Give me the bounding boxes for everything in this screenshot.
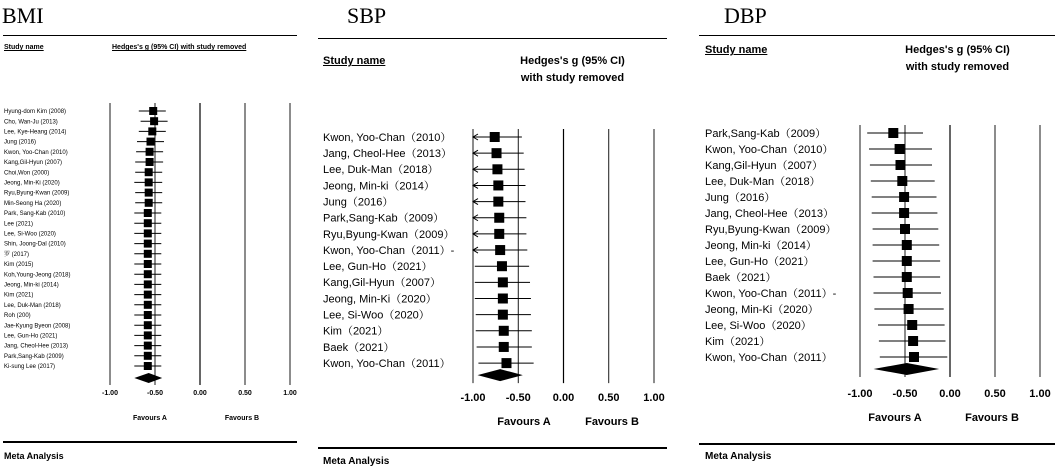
- sbp-point-estimate: [498, 277, 508, 287]
- sbp-study-label: Kwon, Yoo-Chan（2011）-: [323, 244, 455, 257]
- dbp-study-label: Jeong, Min-ki（2014）: [705, 239, 817, 252]
- bmi-study-label: Shin, Joong-Dal (2010): [4, 241, 66, 248]
- sbp-point-estimate: [494, 213, 504, 223]
- bmi-study-label: Lee, Si-Woo (2020): [4, 231, 56, 238]
- bmi-study-label: Kim (2021): [4, 292, 34, 299]
- dbp-point-estimate: [902, 272, 912, 282]
- sbp-tick-label: -0.50: [505, 392, 531, 404]
- sbp-study-name-header: Study name: [323, 55, 386, 67]
- bmi-study-label: Kwon, Yoo-Chan (2010): [4, 149, 68, 156]
- bmi-study-label: Min-Seong Ha (2020): [4, 200, 62, 207]
- bmi-study-label: Jeong, Min-ki (2014): [4, 282, 59, 289]
- bmi-point-estimate: [145, 168, 153, 176]
- dbp-summary-diamond: [874, 363, 940, 375]
- sbp-study-label: Kang,Gil-Hyun（2007）: [323, 277, 442, 290]
- bmi-tick-label: -0.50: [147, 390, 163, 397]
- sbp-study-label: Jung（2016）: [323, 196, 394, 209]
- bmi-study-label: Kim (2015): [4, 262, 34, 269]
- dbp-stat-header-line1: Hedges's g (95% CI): [905, 44, 1010, 56]
- dbp-study-label: Park,Sang-Kab（2009）: [705, 127, 827, 140]
- dbp-point-estimate: [895, 144, 905, 154]
- sbp-point-estimate: [499, 342, 509, 352]
- dbp-tick-label: 0.00: [939, 388, 961, 400]
- bmi-point-estimate: [144, 321, 152, 329]
- dbp-point-estimate: [899, 208, 909, 218]
- bmi-study-label: Lee, Kye-Heang (2014): [4, 129, 67, 136]
- bmi-study-label: Park, Sang-Kab (2010): [4, 211, 66, 218]
- sbp-study-label: Lee, Si-Woo（2020）: [323, 309, 430, 322]
- bmi-point-estimate: [150, 117, 158, 125]
- dbp-study-label: Baek（2021）: [705, 271, 777, 284]
- dbp-study-label: Ryu,Byung-Kwan（2009）: [705, 223, 837, 236]
- dbp-point-estimate: [904, 304, 914, 314]
- sbp-point-estimate: [495, 245, 505, 255]
- bmi-study-label: Ki-sung Lee (2017): [4, 364, 56, 371]
- dbp-footer-rule: [699, 443, 1055, 445]
- bmi-study-label: Choi,Won (2000): [4, 170, 50, 177]
- bmi-point-estimate: [145, 189, 153, 197]
- sbp-footer-rule: [318, 447, 667, 449]
- sbp-study-label: Lee, Duk-Man（2018）: [323, 164, 439, 177]
- bmi-study-label: Koh,Young-Jeong (2018): [4, 272, 71, 279]
- dbp-study-label: Jeong, Min-Ki（2020）: [705, 303, 819, 316]
- bmi-point-estimate: [148, 127, 156, 135]
- sbp-point-estimate: [494, 229, 504, 239]
- dbp-study-label: Kang,Gil-Hyun（2007）: [705, 159, 824, 172]
- dbp-point-estimate: [897, 176, 907, 186]
- dbp-tick-label: 0.50: [984, 388, 1006, 400]
- bmi-point-estimate: [144, 280, 152, 288]
- dbp-study-label: Kwon, Yoo-Chan（2011）-: [705, 287, 837, 300]
- bmi-point-estimate: [146, 148, 154, 156]
- sbp-meta-analysis-label: Meta Analysis: [323, 456, 390, 467]
- bmi-point-estimate: [146, 158, 154, 166]
- dbp-point-estimate: [899, 192, 909, 202]
- dbp-study-name-header: Study name: [705, 44, 768, 56]
- dbp-point-estimate: [902, 256, 912, 266]
- dbp-panel-title: DBP: [724, 3, 767, 28]
- sbp-study-label: Kim（2021）: [323, 325, 389, 338]
- bmi-study-name-header: Study name: [4, 44, 44, 51]
- dbp-point-estimate: [900, 224, 910, 234]
- dbp-study-label: Kwon, Yoo-Chan（2010）: [705, 143, 834, 156]
- sbp-point-estimate: [499, 326, 509, 336]
- sbp-study-label: Jeong, Min-Ki（2020）: [323, 293, 437, 306]
- bmi-panel-title: BMI: [2, 3, 44, 28]
- bmi-study-label: Hyung-dom Kim (2008): [4, 109, 67, 116]
- sbp-tick-label: 0.00: [552, 392, 575, 404]
- dbp-point-estimate: [907, 320, 917, 330]
- dbp-favours-b-label: Favours B: [965, 412, 1019, 424]
- bmi-study-label: 罗 (2017): [4, 251, 30, 258]
- bmi-point-estimate: [144, 352, 152, 360]
- sbp-point-estimate: [493, 180, 503, 190]
- bmi-favours-a-label: Favours A: [133, 415, 167, 422]
- bmi-study-label: Park,Sang-Kab (2009): [4, 353, 64, 360]
- bmi-tick-label: -1.00: [102, 390, 118, 397]
- bmi-study-label: Lee, Duk-Man (2018): [4, 302, 61, 309]
- sbp-point-estimate: [498, 310, 508, 320]
- bmi-point-estimate: [144, 260, 152, 268]
- bmi-point-estimate: [144, 362, 152, 370]
- sbp-tick-label: -1.00: [460, 392, 486, 404]
- sbp-favours-b-label: Favours B: [585, 416, 639, 428]
- bmi-point-estimate: [144, 342, 152, 350]
- sbp-point-estimate: [498, 294, 508, 304]
- bmi-study-label: Lee (2021): [4, 221, 34, 228]
- bmi-point-estimate: [144, 291, 152, 299]
- sbp-study-label: Lee, Gun-Ho（2021）: [323, 261, 433, 274]
- sbp-point-estimate: [501, 358, 511, 368]
- dbp-favours-a-label: Favours A: [868, 412, 922, 424]
- bmi-point-estimate: [144, 311, 152, 319]
- sbp-forest-plot: [315, 0, 675, 445]
- bmi-study-label: Jae-Kyung Byeon (2008): [4, 323, 71, 330]
- sbp-tick-label: 1.00: [643, 392, 665, 404]
- dbp-study-label: Kim（2021）: [705, 335, 771, 348]
- sbp-study-label: Jeong, Min-ki（2014）: [323, 180, 435, 193]
- bmi-point-estimate: [144, 331, 152, 339]
- bmi-point-estimate: [147, 138, 155, 146]
- bmi-forest-plot: [0, 0, 300, 420]
- sbp-point-estimate: [493, 197, 503, 207]
- bmi-point-estimate: [144, 301, 152, 309]
- sbp-favours-a-label: Favours A: [497, 416, 551, 428]
- dbp-meta-analysis-label: Meta Analysis: [705, 451, 772, 462]
- dbp-tick-label: -0.50: [892, 388, 918, 400]
- sbp-study-label: Baek（2021）: [323, 341, 395, 354]
- sbp-tick-label: 0.50: [598, 392, 620, 404]
- bmi-point-estimate: [144, 240, 152, 248]
- dbp-tick-label: 1.00: [1029, 388, 1051, 400]
- dbp-tick-label: -1.00: [847, 388, 873, 400]
- bmi-footer-rule: [3, 441, 297, 443]
- dbp-point-estimate: [903, 288, 913, 298]
- bmi-point-estimate: [149, 107, 157, 115]
- dbp-point-estimate: [888, 128, 898, 138]
- bmi-tick-label: 0.50: [238, 390, 252, 397]
- bmi-tick-label: 1.00: [283, 390, 297, 397]
- sbp-point-estimate: [492, 148, 502, 158]
- dbp-point-estimate: [902, 240, 912, 250]
- sbp-study-label: Kwon, Yoo-Chan（2010）: [323, 131, 452, 144]
- bmi-point-estimate: [144, 229, 152, 237]
- sbp-summary-diamond: [478, 369, 523, 381]
- bmi-study-label: Ryu,Byung-Kwan (2009): [4, 190, 70, 197]
- bmi-point-estimate: [144, 270, 152, 278]
- dbp-point-estimate: [909, 352, 919, 362]
- bmi-study-label: Jung (2016): [4, 139, 37, 146]
- sbp-panel-title: SBP: [347, 3, 387, 28]
- sbp-study-label: Kwon, Yoo-Chan（2011）: [323, 357, 451, 370]
- bmi-study-label: Lee, Gun-Ho (2021): [4, 333, 58, 340]
- bmi-study-label: Roh (200): [4, 313, 31, 320]
- dbp-study-label: Lee, Gun-Ho（2021）: [705, 255, 815, 268]
- bmi-summary-diamond: [134, 373, 162, 383]
- bmi-point-estimate: [145, 199, 153, 207]
- bmi-study-label: Jang, Cheol-Hee (2013): [4, 343, 69, 350]
- sbp-stat-header-line1: Hedges's g (95% CI): [520, 55, 625, 67]
- sbp-point-estimate: [490, 132, 500, 142]
- dbp-forest-plot: [697, 0, 1057, 440]
- bmi-meta-analysis-label: Meta Analysis: [4, 451, 64, 461]
- bmi-point-estimate: [144, 219, 152, 227]
- dbp-point-estimate: [896, 160, 906, 170]
- dbp-study-label: Lee, Duk-Man（2018）: [705, 175, 821, 188]
- bmi-study-label: Kang,Gil-Hyun (2007): [4, 160, 63, 167]
- dbp-stat-header-line2: with study removed: [905, 61, 1010, 73]
- dbp-study-label: Jung（2016）: [705, 191, 776, 204]
- sbp-point-estimate: [497, 261, 507, 271]
- dbp-study-label: Lee, Si-Woo（2020）: [705, 319, 812, 332]
- sbp-study-label: Jang, Cheol-Hee（2013）: [323, 148, 453, 160]
- bmi-point-estimate: [144, 209, 152, 217]
- sbp-study-label: Park,Sang-Kab（2009）: [323, 212, 445, 225]
- bmi-point-estimate: [144, 250, 152, 258]
- sbp-study-label: Ryu,Byung-Kwan（2009）: [323, 228, 455, 241]
- sbp-point-estimate: [492, 164, 502, 174]
- bmi-point-estimate: [145, 178, 153, 186]
- bmi-favours-b-label: Favours B: [224, 415, 260, 422]
- bmi-stat-header: Hedges's g (95% CI) with study removed: [112, 44, 247, 51]
- bmi-study-label: Jeong, Min-Ki (2020): [4, 180, 60, 187]
- bmi-tick-label: 0.00: [193, 390, 207, 397]
- dbp-point-estimate: [908, 336, 918, 346]
- sbp-stat-header-line2: with study removed: [520, 72, 625, 84]
- dbp-study-label: Jang, Cheol-Hee（2013）: [705, 207, 835, 220]
- bmi-study-label: Cho, Wan-Ju (2013): [4, 119, 58, 126]
- dbp-study-label: Kwon, Yoo-Chan（2011）: [705, 351, 833, 364]
